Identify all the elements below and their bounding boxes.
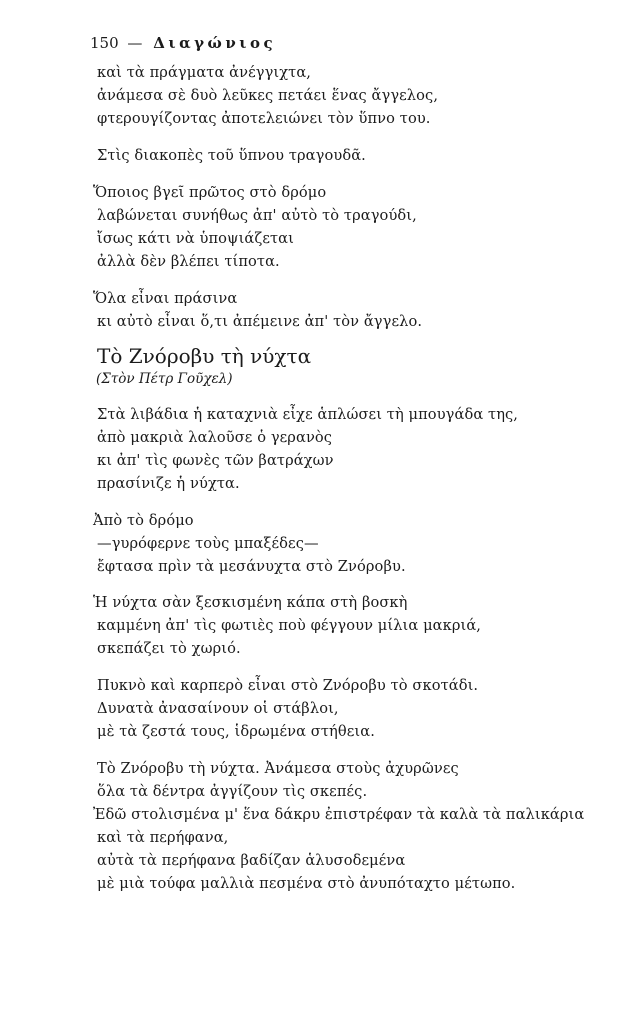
- verse-line: ἴσως κάτι νὰ ὑποψιάζεται: [97, 230, 294, 247]
- verse-line: Στὰ λιβάδια ἡ καταχνιὰ εἶχε ἁπλώσει τὴ μπουγάδα της,: [97, 406, 519, 423]
- verse-line: Τὸ Ζνόροβυ τὴ νύχτα. Ἀνάμεσα στοὺς ἀχυρῶνες: [97, 760, 459, 777]
- verse-line: καὶ τὰ πράγματα ἀνέγγιχτα,: [97, 64, 312, 81]
- verse-line: Στὶς διακοπὲς τοῦ ὕπνου τραγουδᾶ.: [97, 147, 366, 164]
- running-title: Διαγώνιος: [153, 34, 277, 52]
- verse-line: ἔφτασα πρὶν τὰ μεσάνυχτα στὸ Ζνόροβυ.: [97, 558, 406, 575]
- page-number: 150: [90, 34, 119, 52]
- verse-line: λαβώνεται συνήθως ἀπ' αὐτὸ τὸ τραγούδι,: [97, 207, 417, 224]
- verse-line: ἀνάμεσα σὲ δυὸ λεῦκες πετάει ἕνας ἄγγελος,: [97, 87, 439, 104]
- verse-line: φτερουγίζοντας ἀποτελειώνει τὸν ὕπνο του.: [97, 110, 431, 127]
- verse-line: Ἀπὸ τὸ δρόμο: [93, 512, 194, 529]
- poem-title: Τὸ Ζνόροβυ τὴ νύχτα: [97, 344, 312, 368]
- verse-line: Ὅλα εἶναι πράσινα: [93, 290, 238, 307]
- verse-line: αὐτὰ τὰ περήφανα βαδίζαν ἁλυσοδεμένα: [97, 852, 406, 869]
- verse-line: Δυνατὰ ἀνασαίνουν οἱ στάβλοι,: [97, 700, 339, 717]
- page-header: [90, 34, 276, 52]
- verse-line: καὶ τὰ περήφανα,: [97, 829, 229, 846]
- verse-line: κι αὐτὸ εἶναι ὅ,τι ἀπέμεινε ἀπ' τὸν ἄγγελο.: [97, 313, 423, 330]
- poem-dedication: (Στὸν Πέτρ Γοῦχελ): [96, 371, 233, 387]
- header-dash: —: [127, 34, 143, 52]
- verse-line: ὅλα τὰ δέντρα ἀγγίζουν τὶς σκεπές.: [97, 783, 368, 800]
- verse-line: πρασίνιζε ἡ νύχτα.: [97, 475, 240, 492]
- verse-line: Ἡ νύχτα σὰν ξεσκισμένη κάπα στὴ βοσκὴ: [93, 594, 408, 611]
- verse-line: μὲ τὰ ζεστά τους, ἱδρωμένα στήθεια.: [97, 723, 375, 740]
- verse-line: Ἐδῶ στολισμένα μ' ἕνα δάκρυ ἐπιστρέφαν τὰ καλὰ τὰ παλικάρια: [93, 806, 585, 823]
- verse-line: καμμένη ἀπ' τὶς φωτιὲς ποὺ φέγγουν μίλια μακριά,: [97, 617, 482, 634]
- verse-line: ἀλλὰ δὲν βλέπει τίποτα.: [97, 253, 280, 270]
- verse-line: μὲ μιὰ τούφα μαλλιὰ πεσμένα στὸ ἀνυπόταχτο μέτωπο.: [97, 875, 516, 892]
- verse-line: —γυρόφερνε τοὺς μπαξέδες—: [97, 535, 319, 552]
- verse-line: σκεπάζει τὸ χωριό.: [97, 640, 241, 657]
- verse-line: Πυκνὸ καὶ καρπερὸ εἶναι στὸ Ζνόροβυ τὸ σκοτάδι.: [97, 677, 479, 694]
- verse-line: κι ἀπ' τὶς φωνὲς τῶν βατράχων: [97, 452, 334, 469]
- verse-line: ἀπὸ μακριὰ λαλοῦσε ὁ γερανὸς: [97, 429, 333, 446]
- verse-line: Ὅποιος βγεῖ πρῶτος στὸ δρόμο: [93, 184, 327, 201]
